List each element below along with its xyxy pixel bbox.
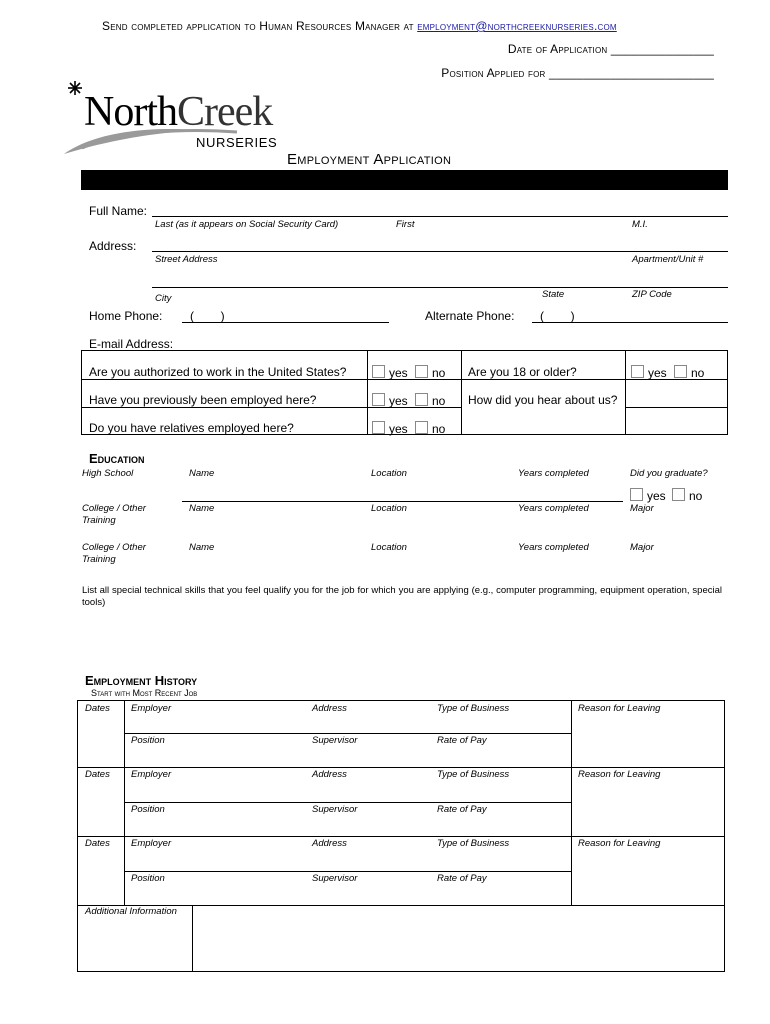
additional-info-field[interactable]: [194, 907, 722, 969]
rate-of-pay-label: Rate of Pay: [437, 873, 487, 884]
reason-for-leaving-label: Reason for Leaving: [578, 838, 661, 849]
no-label: no: [432, 394, 446, 408]
q-authorized: Are you authorized to work in the United States?: [89, 365, 347, 379]
q-previously-employed: Have you previously been employed here?: [89, 393, 317, 407]
full-name-field[interactable]: [152, 216, 728, 217]
no-label: no: [432, 366, 446, 380]
c1-major-caption: Major: [630, 503, 654, 514]
address-label: Address: [312, 838, 347, 849]
no-label: no: [689, 489, 703, 503]
last-name-caption: Last (as it appears on Social Security Card): [155, 219, 339, 230]
q-18-yes[interactable]: [631, 365, 667, 380]
employment-table: [77, 700, 725, 972]
checkbox-icon[interactable]: [415, 421, 428, 434]
high-school-label: High School: [82, 468, 134, 479]
northcreek-logo: [62, 78, 292, 158]
email-label: E-mail Address:: [89, 337, 174, 351]
position-label: Position: [131, 804, 165, 815]
logo-north: North: [84, 89, 177, 135]
type-of-business-label: Type of Business: [437, 838, 510, 849]
q-prev-no[interactable]: [415, 393, 445, 408]
state-caption: State: [542, 289, 565, 300]
logo-subtitle: NURSERIES: [196, 135, 278, 150]
page-title: Employment Application: [287, 151, 452, 168]
yes-label: yes: [647, 489, 666, 503]
city-caption: City: [155, 293, 172, 304]
checkbox-icon[interactable]: [674, 365, 687, 378]
supervisor-label: Supervisor: [312, 735, 358, 746]
home-phone-field[interactable]: [182, 322, 389, 323]
yes-label: yes: [648, 366, 667, 380]
reason-for-leaving-label: Reason for Leaving: [578, 703, 661, 714]
c2-location-caption: Location: [371, 542, 407, 553]
additional-info-label: Additional Information: [85, 906, 177, 917]
q-authorized-no[interactable]: [415, 365, 445, 380]
college2-label: College / Other Training: [82, 542, 146, 565]
checkbox-icon[interactable]: [372, 421, 385, 434]
yes-label: yes: [389, 394, 408, 408]
logo-wordmark: [84, 90, 272, 134]
yes-label: yes: [389, 422, 408, 436]
c2-name-caption: Name: [189, 542, 215, 553]
rate-of-pay-label: Rate of Pay: [437, 804, 487, 815]
title-bar: [81, 170, 728, 190]
date-of-application[interactable]: Date of Application _______________: [507, 42, 714, 56]
high-school-field[interactable]: [182, 501, 623, 502]
skills-instructions: List all special technical skills that you feel qualify you for the job for which you are applying (e.g., computer programming, equipment operation, special tools): [82, 585, 722, 608]
dates-label: Dates: [85, 838, 110, 849]
q-hear-about-us: How did you hear about us?: [468, 393, 618, 407]
employment-heading: Employment History: [85, 673, 198, 688]
home-phone-label: Home Phone:: [89, 309, 163, 323]
city-state-zip-field[interactable]: [152, 287, 728, 288]
full-name-label: Full Name:: [89, 204, 148, 218]
address-label: Address: [312, 703, 347, 714]
graduate-no[interactable]: [672, 488, 702, 503]
home-phone-area: ( ): [190, 309, 225, 323]
mi-caption: M.I.: [632, 219, 648, 230]
type-of-business-label: Type of Business: [437, 769, 510, 780]
street-caption: Street Address: [155, 254, 218, 265]
checkbox-icon[interactable]: [630, 488, 643, 501]
checkbox-icon[interactable]: [372, 393, 385, 406]
hs-name-caption: Name: [189, 468, 215, 479]
send-instructions-text: Send completed application to Human Resources Manager at: [102, 19, 418, 33]
send-instructions: [102, 19, 617, 33]
q-prev-yes[interactable]: [372, 393, 408, 408]
questions-table: [81, 350, 728, 435]
zip-caption: ZIP Code: [632, 289, 672, 300]
c2-major-caption: Major: [630, 542, 654, 553]
employer-label: Employer: [131, 838, 172, 849]
q-relatives: Do you have relatives employed here?: [89, 421, 294, 435]
dates-label: Dates: [85, 703, 110, 714]
supervisor-label: Supervisor: [312, 804, 358, 815]
apartment-caption: Apartment/Unit #: [632, 254, 704, 265]
supervisor-label: Supervisor: [312, 873, 358, 884]
alt-phone-label: Alternate Phone:: [425, 309, 515, 323]
type-of-business-label: Type of Business: [437, 703, 510, 714]
street-address-field[interactable]: [152, 251, 728, 252]
graduate-yes[interactable]: [630, 488, 666, 503]
no-label: no: [432, 422, 446, 436]
q-authorized-yes[interactable]: [372, 365, 408, 380]
c1-years-caption: Years completed: [518, 503, 589, 514]
checkbox-icon[interactable]: [372, 365, 385, 378]
rate-of-pay-label: Rate of Pay: [437, 735, 487, 746]
q-rel-no[interactable]: [415, 421, 445, 436]
position-label: Position: [131, 735, 165, 746]
alt-phone-field[interactable]: [532, 322, 728, 323]
email-link[interactable]: employment@northcreeknurseries.com: [417, 19, 617, 33]
checkbox-icon[interactable]: [415, 365, 428, 378]
no-label: no: [691, 366, 705, 380]
hs-years-caption: Years completed: [518, 468, 589, 479]
checkbox-icon[interactable]: [672, 488, 685, 501]
college1-label: College / Other Training: [82, 503, 146, 526]
c2-years-caption: Years completed: [518, 542, 589, 553]
first-name-caption: First: [396, 219, 415, 230]
education-heading: Education: [89, 451, 145, 466]
checkbox-icon[interactable]: [631, 365, 644, 378]
position-label: Position: [131, 873, 165, 884]
employer-label: Employer: [131, 703, 172, 714]
hs-graduate-caption: Did you graduate?: [630, 468, 708, 479]
checkbox-icon[interactable]: [415, 393, 428, 406]
c1-name-caption: Name: [189, 503, 215, 514]
hs-location-caption: Location: [371, 468, 407, 479]
alt-phone-area: ( ): [540, 309, 575, 323]
reason-for-leaving-label: Reason for Leaving: [578, 769, 661, 780]
employment-subheading: Start with Most Recent Job: [91, 688, 198, 698]
q-rel-yes[interactable]: [372, 421, 408, 436]
q-18-no[interactable]: [674, 365, 704, 380]
dates-label: Dates: [85, 769, 110, 780]
address-label: Address:: [89, 239, 137, 253]
logo-creek: Creek: [177, 89, 273, 135]
q-18-or-older: Are you 18 or older?: [468, 365, 577, 379]
yes-label: yes: [389, 366, 408, 380]
c1-location-caption: Location: [371, 503, 407, 514]
employer-label: Employer: [131, 769, 172, 780]
address-label: Address: [312, 769, 347, 780]
position-applied-for[interactable]: Position Applied for ________________________: [441, 66, 714, 80]
